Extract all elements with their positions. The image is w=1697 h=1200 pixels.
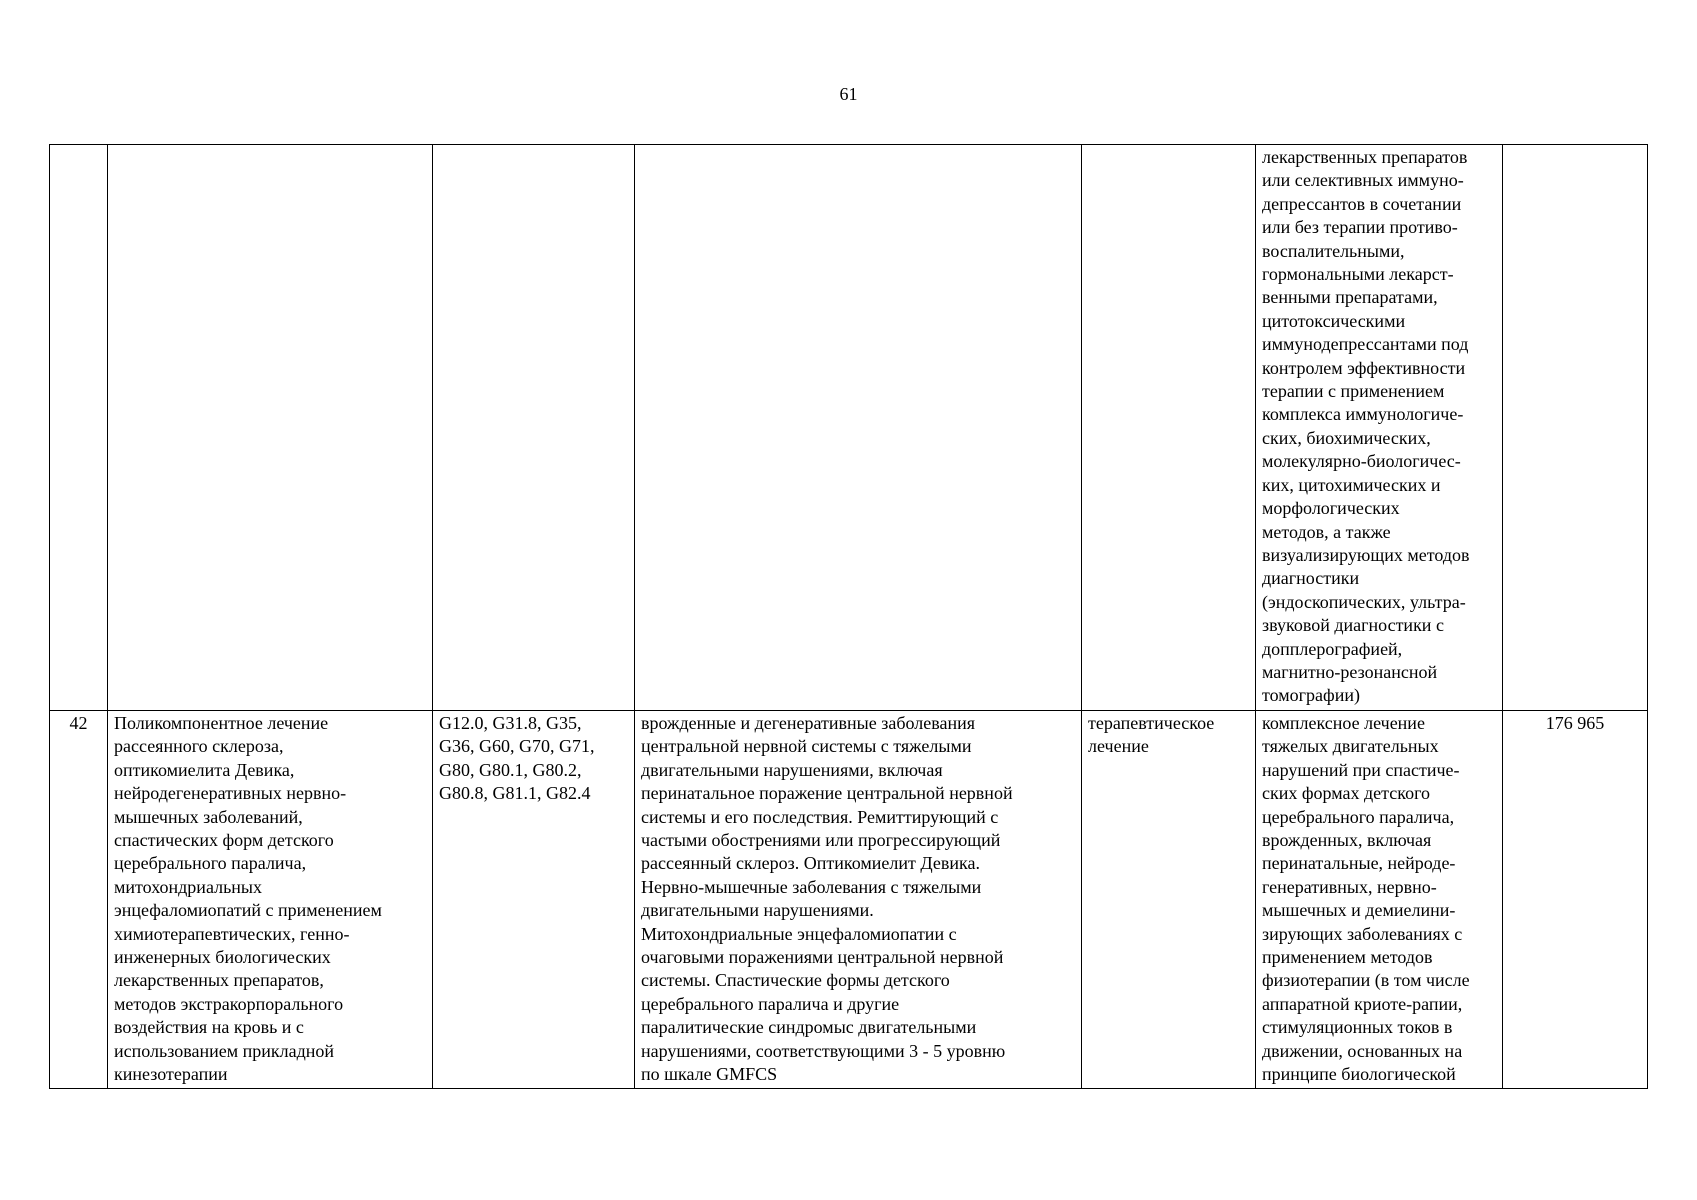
treatment-name-cell	[108, 145, 433, 711]
treatment-method-cell: комплексное лечение тяжелых двигательных нарушений при спастиче- ских формах детского церебрального паралича, врожденных, включая перинатальные, нейроде- генеративных, нервно- мышечных и демиелини- зирующих заболеваниях с применением методов физиотерапии (в том числе аппаратной криоте-рапии, стимуляционных токов в движении, основанных на принципе биологической	[1256, 711, 1503, 1089]
row-number-cell	[50, 145, 108, 711]
patient-model-cell: врожденные и дегенеративные заболевания центральной нервной системы с тяжелыми двигательными нарушениями, включая перинатальное поражение центральной нервной системы и его последствия. Ремиттирующий с частыми обострениями или прогрессирующий рассеянный склероз. Оптикомиелит Девика. Нервно-мышечные заболевания с тяжелыми двигательными нарушениями. Митохондриальные энцефаломиопатии с очаговыми поражениями центральной нервной системы. Спастические формы детского церебрального паралича и другие паралитические синдромыс двигательными нарушениями, соответствующими 3 - 5 уровню по шкале GMFCS	[635, 711, 1082, 1089]
table-row	[50, 711, 1648, 1089]
treatment-name-cell: Поликомпонентное лечение рассеянного склероза, оптикомиелита Девика, нейродегенеративных нервно- мышечных заболеваний, спастических форм детского церебрального паралича, митохондриальных энцефаломиопатий с применением химиотерапевтических, генно- инженерных биологических лекарственных препаратов, методов экстракорпорального воздействия на кровь и с использованием прикладной кинезотерапии	[108, 711, 433, 1089]
treatment-type-cell	[1082, 145, 1256, 711]
patient-model-cell	[635, 145, 1082, 711]
diagnosis-codes-cell	[433, 145, 635, 711]
cost-cell: 176 965	[1503, 711, 1648, 1089]
procedures-table	[49, 144, 1648, 1089]
treatment-method-cell: лекарственных препаратов или селективных иммуно- депрессантов в сочетании или без терапии противо- воспалительными, гормональными лекарст- венными препаратами, цитотоксическими иммунодепрессантами под контролем эффективности терапии с применением комплекса иммунологиче- ских, биохимических, молекулярно-биологичес- ких, цитохимических и морфологических методов, а также визуализирующих методов диагностики (эндоскопических, ультра- звуковой диагностики с допплерографией, магнитно-резонансной томографии)	[1256, 145, 1503, 711]
diagnosis-codes-cell: G12.0, G31.8, G35, G36, G60, G70, G71, G80, G80.1, G80.2, G80.8, G81.1, G82.4	[433, 711, 635, 1089]
page-number: 61	[839, 84, 858, 104]
cost-cell	[1503, 145, 1648, 711]
row-number-cell: 42	[50, 711, 108, 1089]
treatment-type-cell: терапевтическое лечение	[1082, 711, 1256, 1089]
table-row	[50, 145, 1648, 711]
